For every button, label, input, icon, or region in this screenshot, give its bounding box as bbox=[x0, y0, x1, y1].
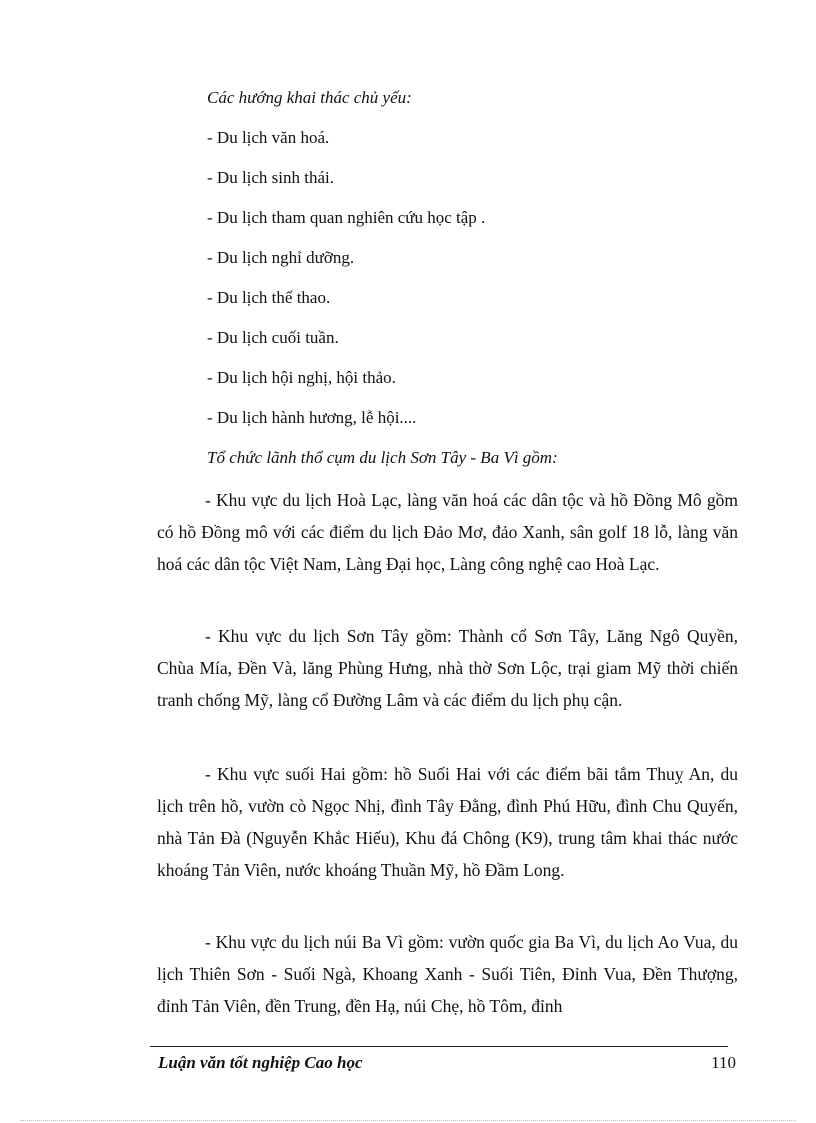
paragraph-suoi-hai: - Khu vực suối Hai gồm: hồ Suối Hai với các điểm bãi tắm Thuỵ An, du lịch trên hồ, vườn cò Ngọc Nhị, đình Tây Đằng, đình Phú Hữu, đình Chu Quyến, nhà Tản Đà (Nguyễn Khắc Hiếu), Khu đá Chông (K9), trung tâm khai thác nước khoáng Tản Viên, nước khoáng Thuần Mỹ, hồ Đầm Long. bbox=[157, 764, 738, 880]
footer-title: Luận văn tốt nghiệp Cao học bbox=[158, 1053, 363, 1072]
bullet-item: - Du lịch sinh thái. bbox=[207, 168, 335, 187]
section-heading-territory: Tổ chức lãnh thổ cụm du lịch Sơn Tây - Ba Vì gồm: bbox=[207, 448, 558, 467]
bullet-item: - Du lịch hội nghị, hội thảo. bbox=[207, 368, 396, 387]
bullet-item: - Du lịch văn hoá. bbox=[207, 128, 330, 147]
bullet-item: - Du lịch thể thao. bbox=[207, 288, 331, 307]
bullet-item: - Du lịch hành hương, lễ hội.... bbox=[207, 408, 417, 427]
bullet-item: - Du lịch cuối tuần. bbox=[207, 328, 339, 347]
paragraph-hoa-lac: - Khu vực du lịch Hoà Lạc, làng văn hoá các dân tộc và hồ Đồng Mô gồm có hồ Đồng mô với các điểm du lịch Đảo Mơ, đảo Xanh, sân golf 18 lỗ, làng văn hoá các dân tộc Việt Nam, Làng Đại học, Làng công nghệ cao Hoà Lạc. bbox=[157, 490, 738, 574]
paragraph-ba-vi: - Khu vực du lịch núi Ba Vì gồm: vườn quốc gia Ba Vì, du lịch Ao Vua, du lịch Thiên Sơn - Suối Ngà, Khoang Xanh - Suối Tiên, Đỉnh Vua, Đền Thượng, đỉnh Tản Viên, đền Trung, đền Hạ, núi Chẹ, hồ Tôm, đỉnh bbox=[157, 932, 738, 1016]
bullet-item: - Du lịch nghỉ dưỡng. bbox=[207, 248, 355, 267]
paragraph-son-tay: - Khu vực du lịch Sơn Tây gồm: Thành cổ Sơn Tây, Lăng Ngô Quyền, Chùa Mía, Đền Và, lăng Phùng Hưng, nhà thờ Sơn Lộc, trại giam Mỹ thời chiến tranh chống Mỹ, làng cổ Đường Lâm và các điểm du lịch phụ cận. bbox=[157, 626, 738, 710]
footer-divider bbox=[150, 1046, 728, 1047]
page-bottom-edge bbox=[20, 1120, 796, 1121]
bullet-item: - Du lịch tham quan nghiên cứu học tập . bbox=[207, 208, 486, 227]
page-number: 110 bbox=[711, 1053, 736, 1072]
section-heading-exploitation: Các hướng khai thác chủ yếu: bbox=[207, 88, 412, 107]
